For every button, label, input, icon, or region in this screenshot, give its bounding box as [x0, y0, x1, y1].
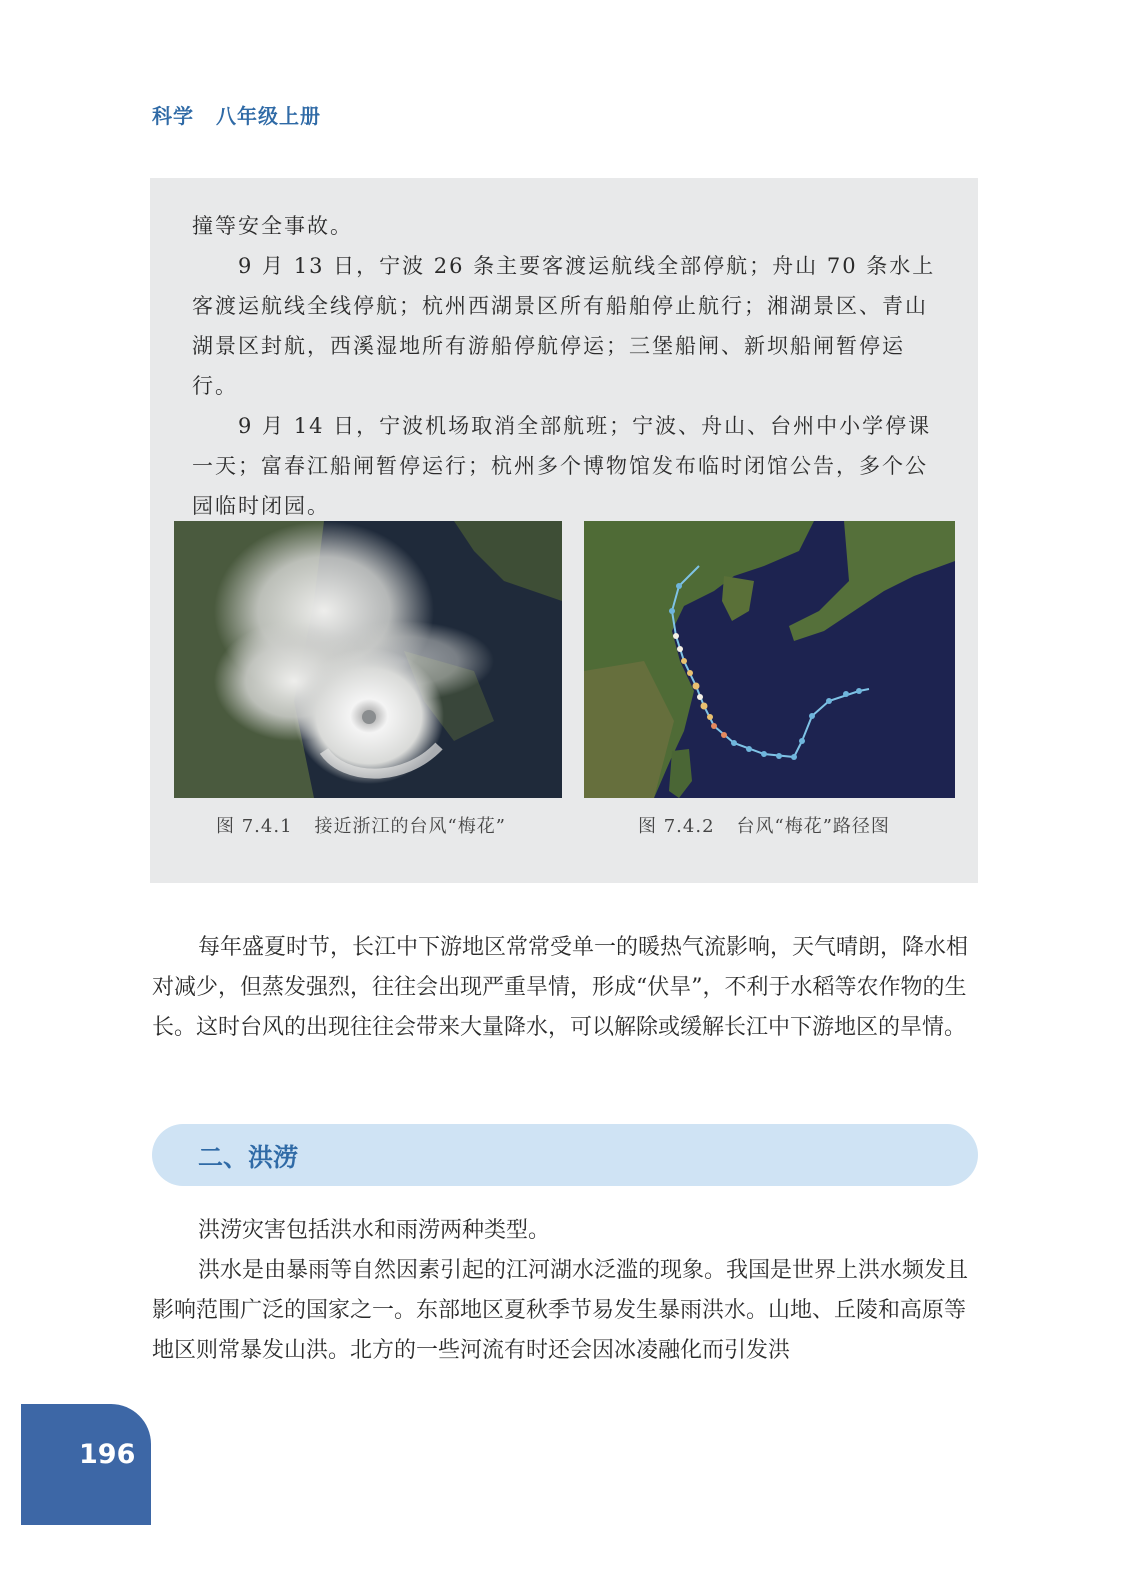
- page-number-tab: [21, 1404, 151, 1525]
- case-text: [192, 206, 942, 526]
- case-paragraph: 9 月 13 日，宁波 26 条主要客渡运航线全部停航；舟山 70 条水上客渡运航线全线停航；杭州西湖景区所有船舶停止航行；湘湖景区、青山湖景区封航，西溪湿地所有游船停航停运；三堡船闸、新坝船闸暂停运行。: [192, 254, 936, 398]
- section-text: [152, 1211, 978, 1371]
- figure-caption-text: 台风“梅花”路径图: [736, 816, 890, 837]
- section-title: 二、洪涝: [198, 1143, 299, 1172]
- header-grade: 八年级上册: [216, 104, 321, 128]
- figure-number: 图 7.4.2: [638, 816, 715, 837]
- running-header: [152, 100, 321, 129]
- figure-caption: [216, 812, 506, 838]
- case-paragraph: 9 月 14 日，宁波机场取消全部航班；宁波、舟山、台州中小学停课一天；富春江船闸暂停运行；杭州多个博物馆发布临时闭馆公告，多个公园临时闭园。: [192, 414, 932, 518]
- section-heading-bar: [152, 1124, 978, 1186]
- body-paragraph: 洪水是由暴雨等自然因素引起的江河湖水泛滥的现象。我国是世界上洪水频发且影响范围广泛的国家之一。东部地区夏秋季节易发生暴雨洪水。山地、丘陵和高原等地区则常暴发山洪。北方的一些河流有时还会因冰凌融化而引发洪: [152, 1258, 969, 1363]
- body-paragraph: 每年盛夏时节，长江中下游地区常常受单一的暖热气流影响，天气晴朗，降水相对减少，但蒸发强烈，往往会出现严重旱情，形成“伏旱”，不利于水稻等农作物的生长。这时台风的出现往往会带来大量降水，可以解除或缓解长江中下游地区的旱情。: [152, 935, 969, 1040]
- page-number: 196: [79, 1439, 136, 1470]
- case-box: [150, 178, 978, 883]
- figure-caption: [638, 812, 890, 838]
- typhoon-track-map: [584, 521, 955, 798]
- figure-caption-text: 接近浙江的台风“梅花”: [314, 816, 506, 837]
- case-paragraph: 撞等安全事故。: [192, 214, 353, 238]
- header-subject: 科学: [152, 104, 194, 128]
- satellite-image-typhoon: [174, 521, 562, 798]
- figure-number: 图 7.4.1: [216, 816, 293, 837]
- body-paragraph: 洪涝灾害包括洪水和雨涝两种类型。: [198, 1218, 551, 1243]
- main-text: [152, 928, 978, 1048]
